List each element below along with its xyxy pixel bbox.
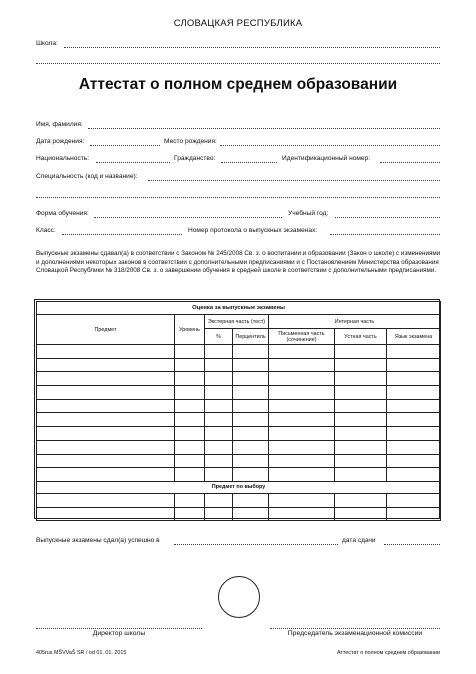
protocol-label: Номер протокола о выпускных экзаменах: [188,227,318,234]
id-number-field[interactable] [380,162,440,163]
citizenship-field[interactable] [221,162,277,163]
school-year-field[interactable] [335,217,440,218]
seal-stamp-placeholder [218,576,260,618]
col-percentile: Перцентиль [233,329,269,345]
elective-heading: Предмет по выбору [37,481,441,493]
table-row[interactable] [37,372,441,386]
director-signature-line[interactable] [36,628,202,629]
chairman-signature-line[interactable] [270,628,440,629]
table-row[interactable] [37,507,441,521]
col-internal: Интерная часть [269,315,441,329]
table-row[interactable] [37,386,441,400]
passed-date-label: дата сдачи [342,537,376,544]
table-row[interactable] [37,358,441,372]
footer-code: 405rus MŠVVaŠ SR / od 01. 01. 2015 [36,650,127,656]
col-level: Уровень [175,315,205,345]
name-label: Имя, фамилия: [36,121,83,128]
school-field-line2[interactable] [36,63,440,64]
legal-paragraph: Выпускные экзамены сдавал(а) в соответствии с Законом № 245/2008 Св. з. о воспитании и образовании (Закон о школе) с изменениями и дополнениями некоторых законов в соответствии с дополнительными предписаниями и с Постановлением Министерства образования Словацкой Республики № 318/2008 Св. з. о завершении обучения в средней школе в соответствии с дополнительными предписаниями. [36,250,441,275]
footer-doc-name: Аттестат о полном среднем образовании [336,650,440,656]
country-heading: СЛОВАЦКАЯ РЕСПУБЛИКА [173,18,303,29]
nationality-label: Национальность: [36,155,90,162]
col-subject: Предмет [37,315,175,345]
col-lang: Язык экзамена [387,329,441,345]
birth-date-label: Дата рождения: [36,138,85,145]
passed-month-field[interactable] [174,544,338,545]
table-row[interactable] [37,468,441,482]
director-label: Директор школы [92,630,146,637]
name-field[interactable] [88,128,440,129]
nationality-field[interactable] [96,162,170,163]
col-percent: % [205,329,233,345]
birth-place-label: Место рождения: [164,138,217,145]
table-row[interactable] [37,399,441,413]
id-number-label: Идентификационный номер: [282,155,371,162]
col-oral: Устная часть [335,329,387,345]
table-title: Оценка за выпускные экзамены [37,302,441,315]
protocol-field[interactable] [330,234,440,235]
col-external: Экстерная часть (тест) [205,315,269,329]
table-row[interactable] [37,427,441,441]
table-row[interactable] [37,345,441,359]
passed-label: Выпускные экзамены сдал(а) успешно в [36,537,160,544]
birth-place-field[interactable] [220,145,440,146]
school-year-label: Учебный год: [288,210,329,217]
citizenship-label: Гражданство: [174,155,216,162]
chairman-label: Председатель экзаменационной комиссии [287,630,423,637]
class-label: Класс: [36,227,56,234]
table-row[interactable] [37,454,441,468]
passed-date-field[interactable] [384,544,440,545]
grades-table [36,301,441,521]
specialty-field-line2[interactable] [36,197,440,198]
specialty-field[interactable] [148,180,440,181]
study-form-field[interactable] [94,217,282,218]
table-row[interactable] [37,493,441,507]
study-form-label: Форма обучения: [36,210,89,217]
birth-date-field[interactable] [90,145,160,146]
document-title: Аттестат о полном среднем образовании [78,76,398,93]
table-row[interactable] [37,413,441,427]
school-label: Школа: [36,40,58,47]
specialty-label: Специальность (код и название): [36,173,138,180]
class-field[interactable] [62,234,182,235]
table-row[interactable] [37,440,441,454]
col-written: Письменная часть (сочинение) [269,329,335,345]
school-field[interactable] [64,47,440,48]
